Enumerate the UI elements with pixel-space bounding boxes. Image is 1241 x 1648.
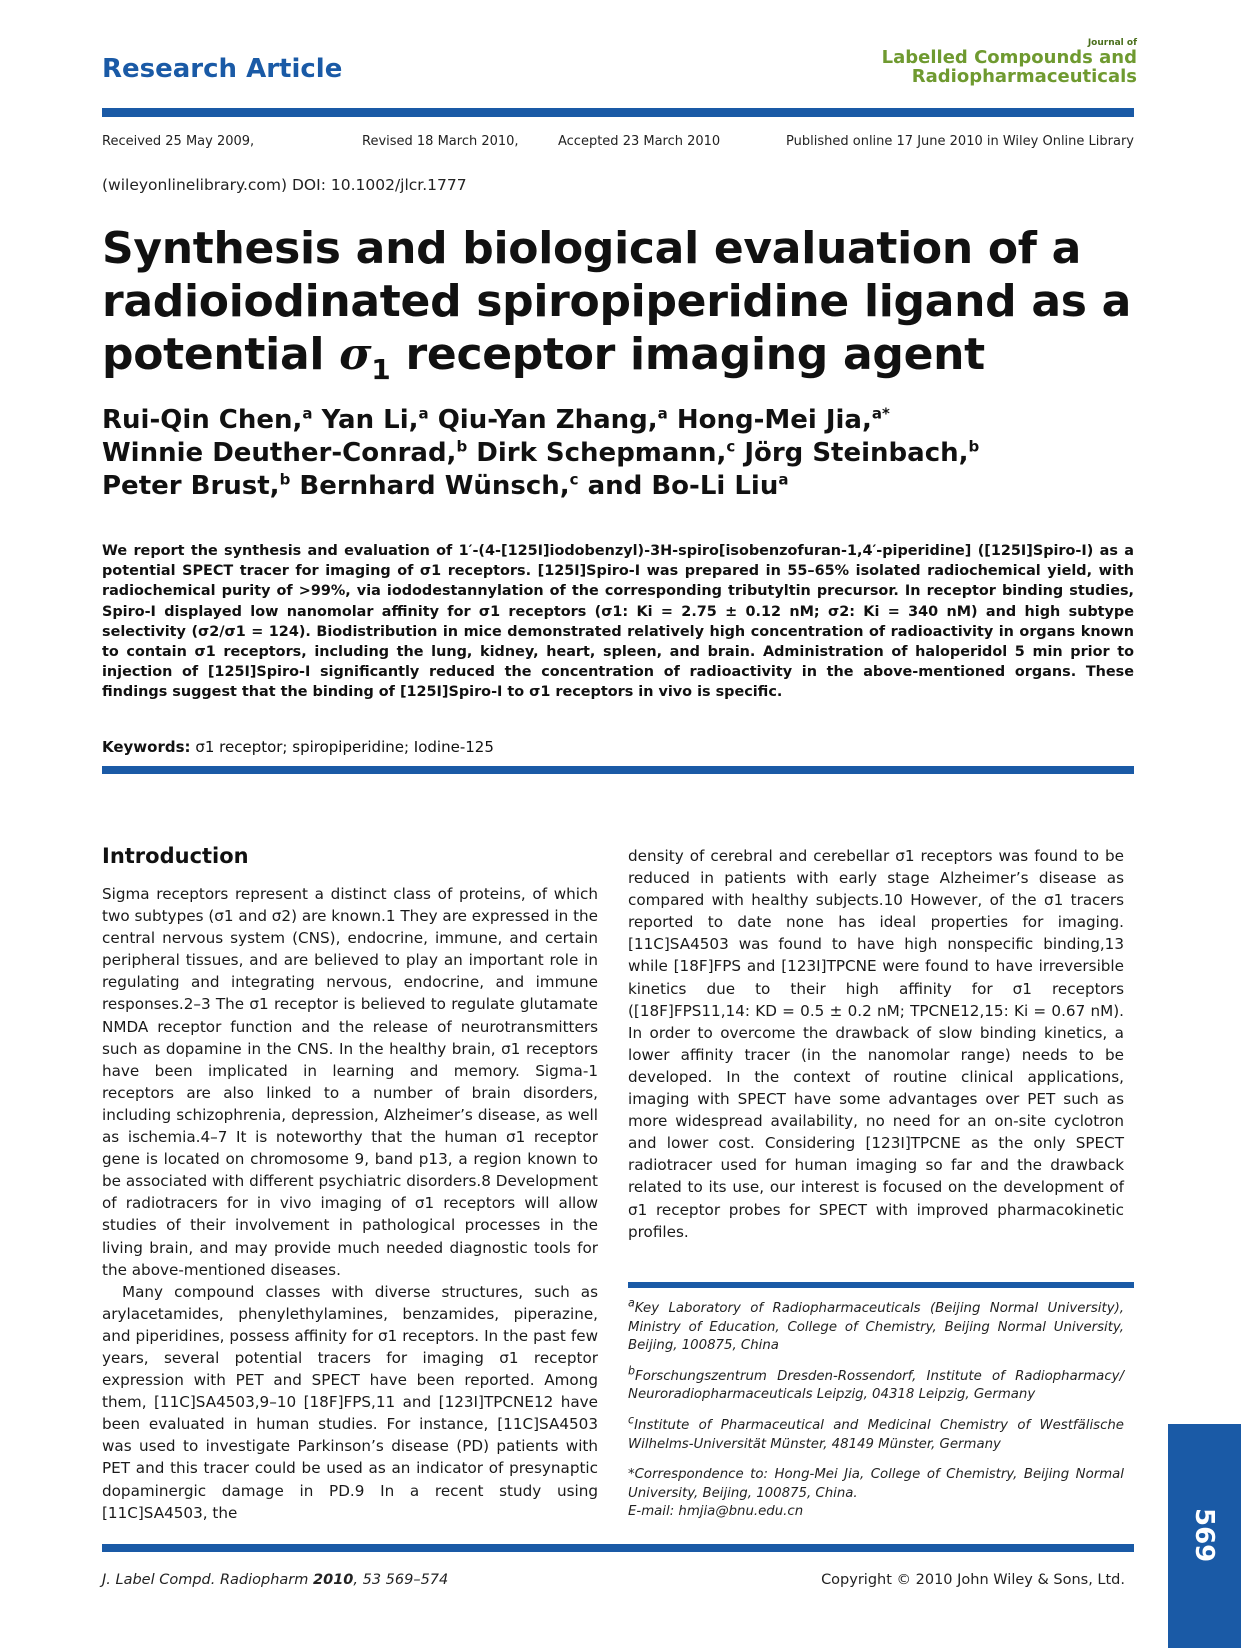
author-list <box>102 404 1142 503</box>
author: Yan Li,$^a$ <box>321 404 429 435</box>
copyright: Copyright © 2010 John Wiley & Sons, Ltd. <box>821 1572 1125 1588</box>
author: Winnie Deuther-Conrad,$^b$ <box>102 437 468 468</box>
date-received: Received 25 May 2009, <box>102 134 255 149</box>
journal-logo-small: Journal of <box>1087 38 1137 48</box>
journal-logo-line2: Radiopharmaceuticals <box>911 66 1137 87</box>
author: Jörg Steinbach,$^b$ <box>744 437 980 468</box>
body-column-right <box>628 845 1124 1243</box>
keywords <box>102 738 494 756</box>
journal-logo <box>882 38 1137 86</box>
author-line <box>102 404 1142 437</box>
affiliations <box>628 1296 1124 1534</box>
body-column-left <box>102 883 598 1524</box>
author: Qiu-Yan Zhang,$^a$ <box>437 404 668 435</box>
page-number: 569 <box>1189 1508 1219 1563</box>
paragraph: Sigma receptors represent a distinct class of proteins, of which two subtypes (σ1 and σ2) are known.1 They are expressed in the central nervous system (CNS), endocrine, immune, and certain peripheral tissues, and are believed to play an important role in regulating and integrating nervous, endocrine, and immune responses.2–3 The σ1 receptor is believed to regulate glutamate NMDA receptor function and the release of neurotransmitters such as dopamine in the CNS. In the healthy brain, σ1 receptors have been implicated in learning and memory. Sigma-1 receptors are also linked to a number of brain disorders, including schizophrenia, depression, Alzheimer’s disease, as well as ischemia.4–7 It is noteworthy that the human σ1 receptor gene is located on chromosome 9, band p13, a region known to be associated with different psychiatric disorders.8 Development of radiotracers for in vivo imaging of σ1 receptors will allow studies of their involvement in pathological processes in the living brain, and may provide much needed diagnostic tools for the above-mentioned diseases. <box>102 885 598 1279</box>
abstract: We report the synthesis and evaluation of 1′-(4-[125I]iodobenzyl)-3H-spiro[isobenzofuran-1,4′-piperidine] ([125I]Spiro-I) as a potential SPECT tracer for imaging of σ1 receptors. [125I]Spiro-I was prepared in 55–65% isolated radiochemical yield, with radiochemical purity of >99%, via iododestannylation of the corresponding tributyltin precursor. In receptor binding studies, Spiro-I displayed low nanomolar affinity for σ1 receptors (σ1: Ki = 2.75 ± 0.12 nM; σ2: Ki = 340 nM) and high subtype selectivity (σ2/σ1 = 124). Biodistribution in mice demonstrated relatively high concentration of radioactivity in organs known to contain σ1 receptors, including the lung, kidney, heart, spleen, and brain. Administration of haloperidol 5 min prior to injection of [125I]Spiro-I significantly reduced the concentration of radioactivity in the above-mentioned organs. These findings suggest that the binding of [125I]Spiro-I to σ1 receptors in vivo is specific. <box>102 543 1134 701</box>
keywords-label: Keywords: <box>102 738 191 756</box>
date-published: Published online 17 June 2010 in Wiley Online Library <box>786 134 1134 149</box>
author: and Bo-Li Liu$^a$ <box>587 470 789 501</box>
author: Peter Brust,$^b$ <box>102 470 291 501</box>
header-rule <box>102 108 1134 117</box>
correspondence <box>628 1466 1124 1522</box>
section-heading-introduction: Introduction <box>102 844 249 868</box>
journal-logo-line1: Labelled Compounds and <box>881 47 1137 68</box>
page-number-tab <box>1168 1424 1241 1648</box>
author-line <box>102 437 1142 470</box>
affiliation: $^c$Institute of Pharmaceutical and Medicinal Chemistry of Westfälische Wilhelms-Universität Münster, 48149 Münster, Germany <box>628 1413 1124 1452</box>
title-line: radioiodinated spiropiperidine ligand as a <box>102 276 1132 327</box>
section-label: Research Article <box>102 54 343 84</box>
author: Bernhard Wünsch,$^c$ <box>299 470 579 501</box>
sigma-symbol: σ <box>339 329 372 380</box>
author: Hong-Mei Jia,$^{a*}$ <box>676 404 890 435</box>
date-accepted: Accepted 23 March 2010 <box>558 134 721 149</box>
author: Rui-Qin Chen,$^a$ <box>102 404 313 435</box>
paragraph: Many compound classes with diverse structures, such as arylacetamides, phenylethylamines, benzamides, piperazine, and piperidines, possess affinity for σ1 receptors. In the past few years, several potential tracers for imaging σ1 receptor expression with PET and SPECT have been reported. Among them, [11C]SA4503,9–10 [18F]FPS,11 and [123I]TPCNE12 have been evaluated in human studies. For instance, [11C]SA4503 was used to investigate Parkinson’s disease (PD) patients with PET and this tracer could be used as an indicator of presynaptic dopaminergic damage in PD.9 In a recent study using [11C]SA4503, the <box>102 1282 598 1522</box>
article-title <box>102 222 1142 396</box>
title-line: potential $\sigma_1$ receptor imaging agent <box>102 329 985 386</box>
footer-rule <box>102 1544 1134 1552</box>
affiliation: $^a$Key Laboratory of Radiopharmaceuticals (Beijing Normal University), Ministry of Education, College of Chemistry, Beijing Normal University, Beijing, 100875, China <box>628 1296 1124 1354</box>
author: Dirk Schepmann,$^c$ <box>476 437 736 468</box>
paragraph: density of cerebral and cerebellar σ1 receptors was found to be reduced in patients with early stage Alzheimer’s disease as compared with healthy subjects.10 However, of the σ1 tracers reported to date none has ideal properties for imaging. [11C]SA4503 was found to have high nonspecific binding,13 while [18F]FPS and [123I]TPCNE were found to have irreversible kinetics due to their high affinity for σ1 receptors ([18F]FPS11,14: KD = 0.5 ± 0.2 nM; TPCNE12,15: Ki = 0.67 nM). In order to overcome the drawback of slow binding kinetics, a lower affinity tracer (in the nanomolar range) needs to be developed. In the context of routine clinical applications, imaging with SPECT have some advantages over PET such as more widespread availability, no need for an on-site cyclotron and lower cost. Considering [123I]TPCNE as the only SPECT radiotracer used for human imaging so far and the drawback related to its use, our interest is focused on the development of σ1 receptor probes for SPECT with improved pharmacokinetic profiles. <box>628 847 1124 1241</box>
affiliation: $^b$Forschungszentrum Dresden-Rossendorf, Institute of Radiopharmacy/ Neuroradiopharmaceuticals Leipzig, 04318 Leipzig, Germany <box>628 1364 1124 1403</box>
doi: (wileyonlinelibrary.com) DOI: 10.1002/jlcr.1777 <box>102 176 467 194</box>
abstract-rule <box>102 766 1134 774</box>
affiliations-rule <box>628 1282 1134 1288</box>
title-line: Synthesis and biological evaluation of a <box>102 223 1082 274</box>
correspondence-text: *Correspondence to: Hong-Mei Jia, College of Chemistry, Beijing Normal University, Beijing, 100875, China. <box>628 1467 1124 1501</box>
footer-citation: J. Label Compd. Radiopharm 2010, 53 569–574 <box>102 1572 449 1588</box>
correspondence-email: E-mail: hmjia@bnu.edu.cn <box>628 1504 804 1520</box>
keywords-text: σ1 receptor; spiropiperidine; Iodine-125 <box>195 738 494 756</box>
author-line <box>102 470 1142 503</box>
date-revised: Revised 18 March 2010, <box>362 134 519 149</box>
